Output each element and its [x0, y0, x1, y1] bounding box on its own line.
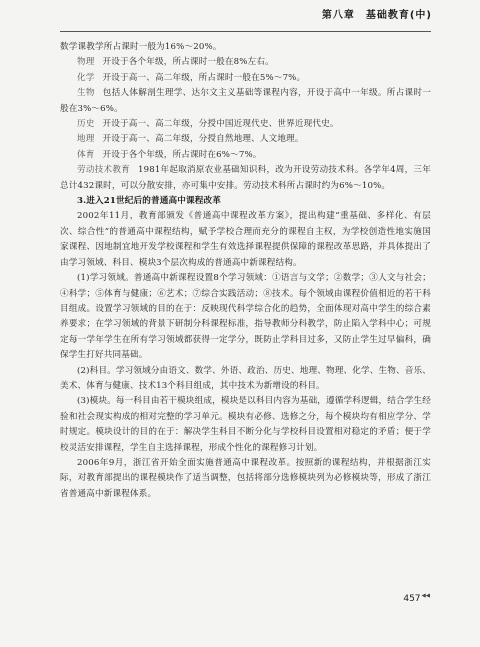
subject-text: 开设于高一、高二年级，分授自然地理、人文地理。 — [102, 134, 304, 145]
page-arrow-icon: ◀◀ — [421, 593, 430, 599]
chapter-header: 第八章 基础教育(中) — [321, 10, 432, 21]
paragraph-zhejiang: 2006年9月，浙江省开始全面实施普通高中课程改革。按照新的课程结构，并根据浙江实际，对教育部提出的课程模块作了适当调整，包括将部分选修模块列为必修模块等，形成了浙江省普通高中新课程体系。 — [60, 457, 431, 499]
subject-text: 开设于各个年级，所占课时在6%～7%。 — [102, 149, 262, 160]
continuation-paragraph: 数学课教学所占课时一般为16%～20%。 — [60, 42, 222, 52]
subject-entry-pe — [60, 148, 431, 163]
paragraph-learning-areas: (1)学习领域。普通高中新课程设置8个学习领域：①语言与文学；②数学；③人文与社会；④科学；⑤体育与健康；⑥艺术；⑦综合实践活动；⑧技术。每个领域由课程价值相近的若干科目组成。设置学习领域的目的在于：反映现代科学综合化的趋势，全面体现对高中学生的综合素养要求；在学习领域的背景下研制分科课程标准，指导教师分科教学，防止陷入学科中心；可规定每一学年学生在所有学习领域都获得一定学分，既防止学科目过多，又防止学生过早偏科，确保学生打好共同基础。 — [60, 273, 431, 361]
subject-entry-biology — [60, 86, 431, 117]
subject-text: 开设于高一、高二年级，所占课时一般在5%～7%。 — [102, 72, 306, 83]
subject-text: 包括人体解剖生理学、达尔文主义基础等课程内容，开设于高中一年级。所占课时一般在3%～6%。 — [60, 88, 431, 114]
paragraph-modules: (3)模块。每一科目由若干模块组成，模块是以科目内容为基础，遵循学科逻辑，结合学生经验和社会现实构成的相对完整的学习单元。模块有必修、选修之分，每个模块均有相应学分、学时规定。模块设计的目的在于：解决学生科目不断分化与学校科目设置相对稳定的矛盾；便于学校灵活安排课程，学生自主选择课程，形成个性化的课程修习计划。 — [60, 396, 431, 453]
subject-label: 物理 — [77, 57, 95, 68]
subject-label: 地理 — [77, 134, 95, 145]
subject-label: 劳动技术教育 — [77, 165, 130, 176]
subject-text: 开设于高一、高二年级，分授中国近现代史、世界近现代史。 — [102, 119, 339, 130]
page-number: 457 — [403, 594, 421, 604]
body-text — [60, 40, 431, 502]
subject-entry-physics — [60, 55, 431, 70]
subject-entry-labor-tech — [60, 163, 431, 194]
subject-entry-geography — [60, 132, 431, 147]
paragraph-reform-plan: 2002年11月，教育部颁发《普通高中课程改革方案》，提出构建“重基础、多样化、有层次、综合性”的普通高中课程结构，赋予学校合理而充分的课程自主权，为学校创造性地实施国家课程、因地制宜地开发学校课程和学生有效选择课程提供保障的课程改革思路，并具体提出了由学习领域、科目、模块3个层次构成的普通高中新课程结构。 — [60, 211, 431, 268]
header-rule — [60, 31, 431, 32]
subject-label: 化学 — [77, 72, 95, 83]
subject-label: 体育 — [77, 149, 95, 160]
subject-label: 生物 — [77, 88, 95, 99]
subject-entry-chemistry — [60, 71, 431, 86]
subject-entry-history — [60, 117, 431, 132]
subject-label: 历史 — [77, 119, 95, 130]
section-heading: 3.进入21世纪后的普通高中课程改革 — [77, 196, 221, 207]
subject-text: 开设于各个年级，所占课时一般在8%左右。 — [102, 57, 274, 68]
page-footer — [403, 593, 430, 604]
paragraph-subjects: (2)科目。学习领域分由语文、数学、外语、政治、历史、地理、物理、化学、生物、音乐、美术、体育与健康、技术13个科目组成，其中技术为新增设的科目。 — [60, 365, 431, 391]
subject-text: 1981年起取消原农业基础知识科，改为开设劳动技术科。各学年4周，三年总计432课时，可以分散安排，亦可集中安排。劳动技术科所占课时约为6%～10%。 — [60, 165, 432, 191]
